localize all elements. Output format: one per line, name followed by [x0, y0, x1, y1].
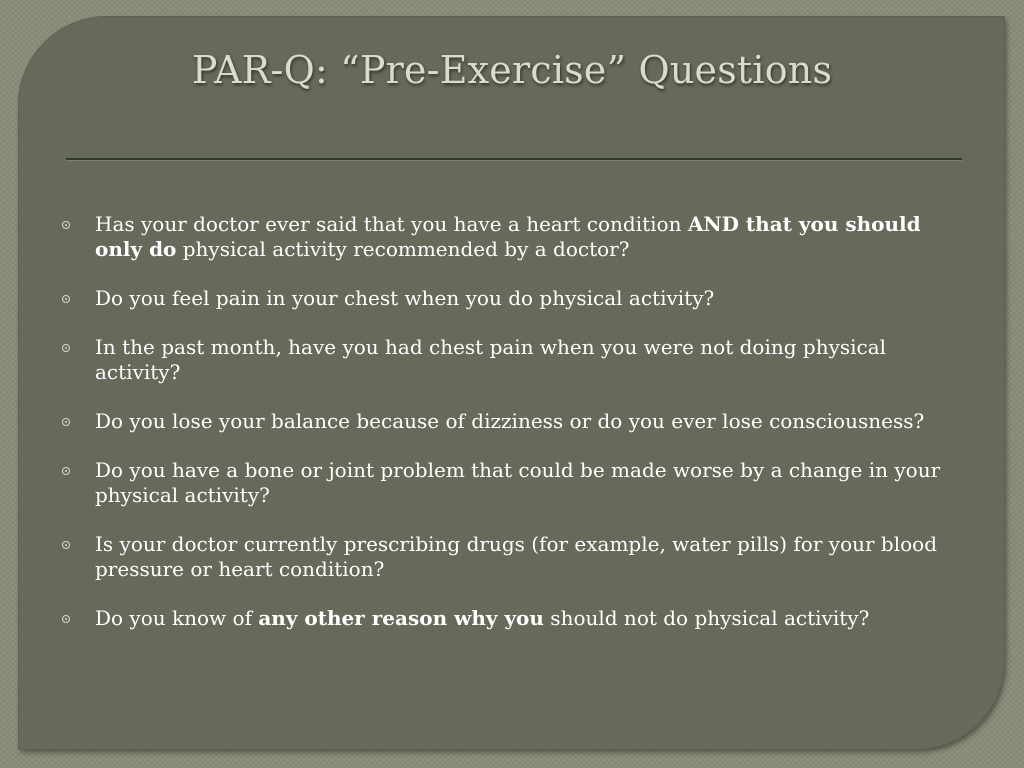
question-item-2 [62, 286, 962, 311]
question-text: Has your doctor ever said that you have a heart condition [95, 212, 688, 236]
question-text: Do you know of [95, 606, 259, 630]
question-text-end: should not do physical activity? [543, 606, 870, 630]
question-text: Do you have a bone or joint problem that could be made worse by a change in your physical activity? [95, 458, 941, 507]
question-item-3 [62, 335, 962, 385]
question-list [62, 212, 962, 655]
question-item-6 [62, 532, 962, 582]
question-item-1 [62, 212, 962, 262]
circled-dot-bullet-icon [62, 418, 70, 426]
circled-dot-bullet-icon [62, 467, 70, 475]
question-text: Do you lose your balance because of dizziness or do you ever lose consciousness? [95, 409, 925, 433]
question-item-5 [62, 458, 962, 508]
question-item-4 [62, 409, 962, 434]
question-text: In the past month, have you had chest pain when you were not doing physical activity? [95, 335, 887, 384]
question-text: Do you feel pain in your chest when you do physical activity? [95, 286, 715, 310]
question-emphasis: AND that you should only do [95, 212, 921, 261]
circled-dot-bullet-icon [62, 295, 70, 303]
circled-dot-bullet-icon [62, 615, 70, 623]
question-item-7 [62, 606, 962, 631]
circled-dot-bullet-icon [62, 344, 70, 352]
question-emphasis: any other reason why you [258, 606, 544, 630]
question-text: Is your doctor currently prescribing drugs (for example, water pills) for your blood pressure or heart condition? [95, 532, 937, 581]
circled-dot-bullet-icon [62, 221, 70, 229]
circled-dot-bullet-icon [62, 541, 70, 549]
slide-title: PAR-Q: “Pre-Exercise” Questions [191, 48, 833, 92]
question-text-end: physical activity recommended by a doctor? [176, 237, 630, 261]
title-divider [66, 158, 962, 160]
